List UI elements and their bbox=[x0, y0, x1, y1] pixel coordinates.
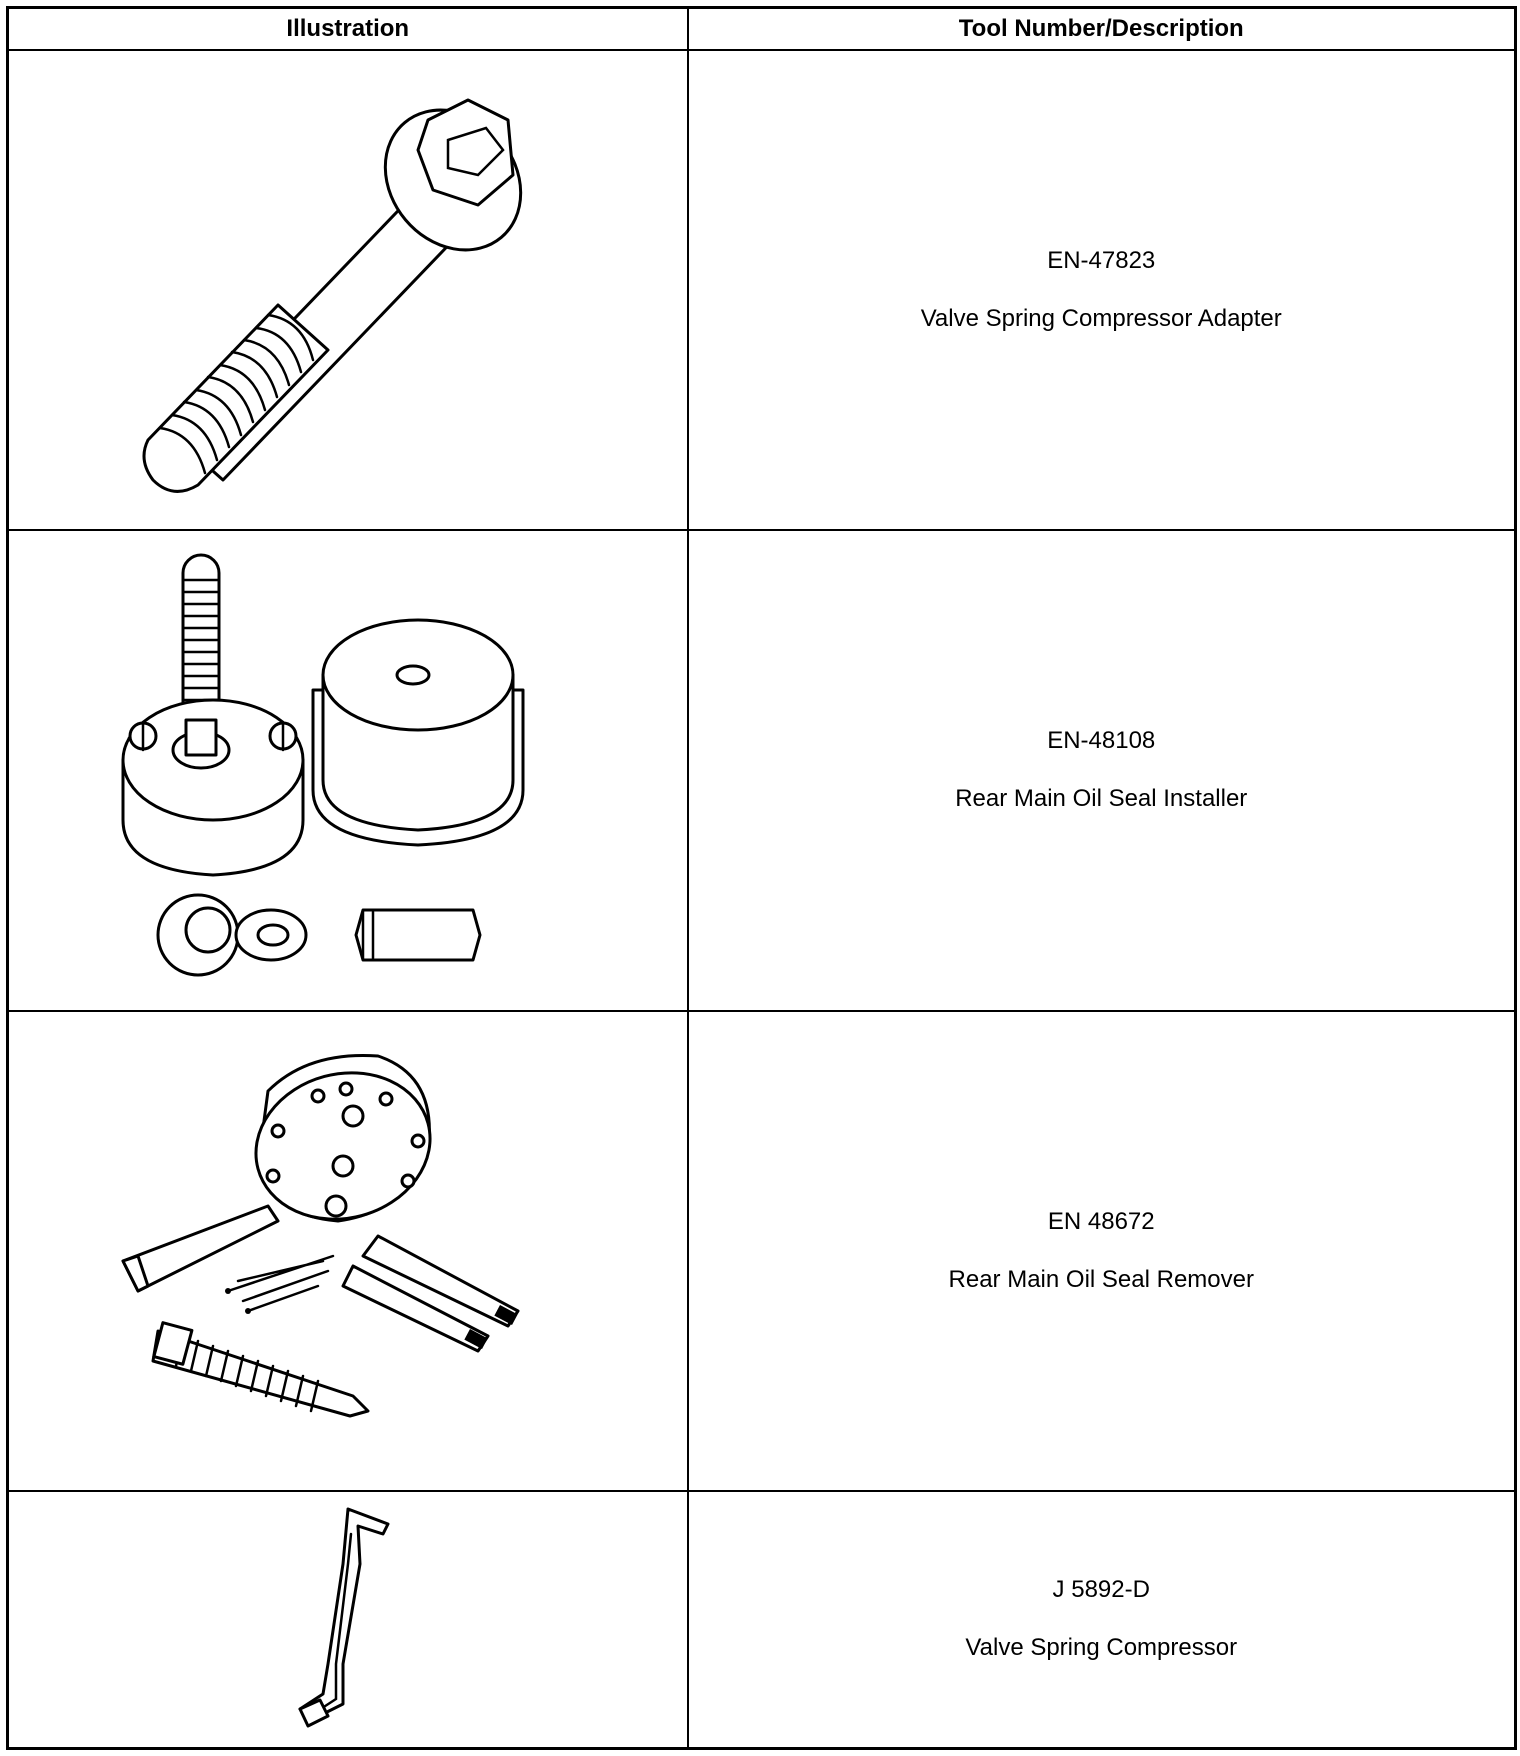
table-row bbox=[8, 1011, 1516, 1491]
tool-description: Rear Main Oil Seal Remover bbox=[948, 1265, 1254, 1293]
tool-number: EN-47823 bbox=[1047, 247, 1156, 275]
table-row bbox=[8, 1491, 1516, 1749]
table-row bbox=[8, 530, 1516, 1010]
description-cell bbox=[688, 1491, 1516, 1749]
special-tools-table bbox=[6, 6, 1517, 1750]
description-cell bbox=[688, 50, 1516, 530]
tool-description: Rear Main Oil Seal Installer bbox=[955, 785, 1248, 813]
tool-number: J 5892-D bbox=[1052, 1576, 1150, 1604]
seal-remover-kit-icon bbox=[118, 1031, 578, 1471]
illustration-cell bbox=[8, 1011, 688, 1491]
tool-number: EN 48672 bbox=[1047, 1207, 1155, 1235]
seal-installer-kit-icon bbox=[118, 540, 578, 1000]
illustration-cell bbox=[8, 50, 688, 530]
illustration-cell bbox=[8, 530, 688, 1010]
illustration-cell bbox=[8, 1491, 688, 1749]
description-cell bbox=[688, 1011, 1516, 1491]
header-illustration: Illustration bbox=[8, 8, 688, 51]
header-row bbox=[8, 8, 1516, 51]
tool-number: EN-48108 bbox=[1047, 727, 1156, 755]
flange-bolt-icon bbox=[118, 80, 578, 500]
header-tool-number-description: Tool Number/Description bbox=[688, 8, 1516, 51]
description-cell bbox=[688, 530, 1516, 1010]
tool-description: Valve Spring Compressor bbox=[965, 1634, 1238, 1662]
compressor-lever-icon bbox=[248, 1504, 448, 1734]
tool-description: Valve Spring Compressor Adapter bbox=[920, 305, 1282, 333]
table-row bbox=[8, 50, 1516, 530]
